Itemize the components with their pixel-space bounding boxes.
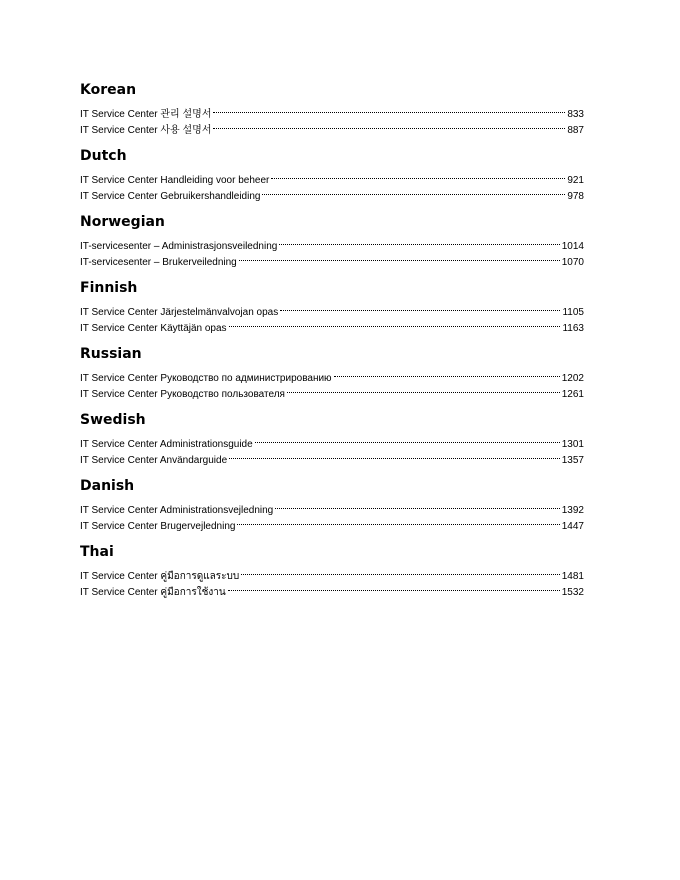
section-title: Norwegian <box>80 214 165 230</box>
toc-entry-title: IT Service Center Administrationsguide <box>80 439 253 450</box>
dot-leader <box>262 183 565 199</box>
section-title: Swedish <box>80 412 146 428</box>
toc-section-finnish <box>80 278 584 334</box>
toc-section-danish <box>80 476 584 532</box>
toc-page-number: 1481 <box>561 571 584 582</box>
dot-leader <box>280 299 560 315</box>
toc-page-number: 887 <box>567 125 584 136</box>
toc-entry-title: IT Service Center Käyttäjän opas <box>80 323 227 334</box>
toc-entry[interactable] <box>80 101 584 120</box>
dot-leader <box>237 513 559 529</box>
toc-entry-title: IT Service Center Användarguide <box>80 455 228 466</box>
toc-entry[interactable] <box>80 431 584 450</box>
dot-leader <box>241 563 560 579</box>
toc-page-number: 978 <box>567 191 584 202</box>
toc-section-korean <box>80 80 584 136</box>
toc-section-norwegian <box>80 212 584 268</box>
toc-page-number: 1261 <box>561 389 584 400</box>
toc-entry-title: IT Service Center Руководство по администрированию <box>80 373 332 384</box>
toc-entry-title: IT Service Center Järjestelmänvalvojan opas <box>80 307 279 318</box>
table-of-contents <box>80 80 584 608</box>
toc-entry-title: IT Service Center Руководство пользователя <box>80 389 285 400</box>
section-title: Thai <box>80 544 114 560</box>
toc-entry-title: IT Service Center Gebruikershandleiding <box>80 191 261 202</box>
toc-entry[interactable] <box>80 299 584 318</box>
toc-entry[interactable] <box>80 365 584 384</box>
toc-entry-title: IT Service Center คู่มือการดูแลระบบ <box>80 571 240 582</box>
section-title: Russian <box>80 346 142 362</box>
toc-entry-title: IT Service Center 사용 설명서 <box>80 125 212 136</box>
toc-entry-title: IT Service Center Handleiding voor beheer <box>80 175 270 186</box>
toc-page-number: 921 <box>567 175 584 186</box>
dot-leader <box>229 447 560 463</box>
toc-page-number: 1357 <box>561 455 584 466</box>
toc-entry-title: IT-servicesenter – Administrasjonsveiledning <box>80 241 278 252</box>
dot-leader <box>228 579 560 595</box>
toc-section-thai <box>80 542 584 598</box>
toc-entry[interactable] <box>80 497 584 516</box>
dot-leader <box>334 365 560 381</box>
toc-page-number: 1532 <box>561 587 584 598</box>
toc-page-number: 1163 <box>562 323 584 334</box>
toc-entry-title: IT Service Center คู่มือการใช้งาน <box>80 587 226 598</box>
toc-page-number: 1105 <box>562 307 584 318</box>
dot-leader <box>271 167 565 183</box>
toc-page-number: 1070 <box>561 257 584 268</box>
dot-leader <box>239 249 560 265</box>
section-title: Danish <box>80 478 135 494</box>
dot-leader <box>255 431 560 447</box>
section-title: Dutch <box>80 148 127 164</box>
toc-entry-title: IT-servicesenter – Brukerveiledning <box>80 257 237 268</box>
toc-entry[interactable] <box>80 167 584 186</box>
dot-leader <box>279 233 559 249</box>
toc-page-number: 1392 <box>561 505 584 516</box>
dot-leader <box>213 117 565 133</box>
toc-page-number: 1014 <box>561 241 584 252</box>
section-title: Korean <box>80 82 137 98</box>
toc-page-number: 833 <box>567 109 584 120</box>
dot-leader <box>287 381 560 397</box>
toc-entry[interactable] <box>80 563 584 582</box>
toc-entry-title: IT Service Center Administrationsvejledning <box>80 505 274 516</box>
toc-entry[interactable] <box>80 233 584 252</box>
dot-leader <box>229 315 561 331</box>
toc-section-dutch <box>80 146 584 202</box>
toc-page-number: 1301 <box>561 439 584 450</box>
toc-entry-title: IT Service Center Brugervejledning <box>80 521 236 532</box>
dot-leader <box>213 101 565 117</box>
toc-section-swedish <box>80 410 584 466</box>
toc-entry-title: IT Service Center 관리 설명서 <box>80 109 212 120</box>
section-title: Finnish <box>80 280 138 296</box>
toc-section-russian <box>80 344 584 400</box>
toc-page-number: 1447 <box>561 521 584 532</box>
toc-page-number: 1202 <box>561 373 584 384</box>
dot-leader <box>275 497 560 513</box>
